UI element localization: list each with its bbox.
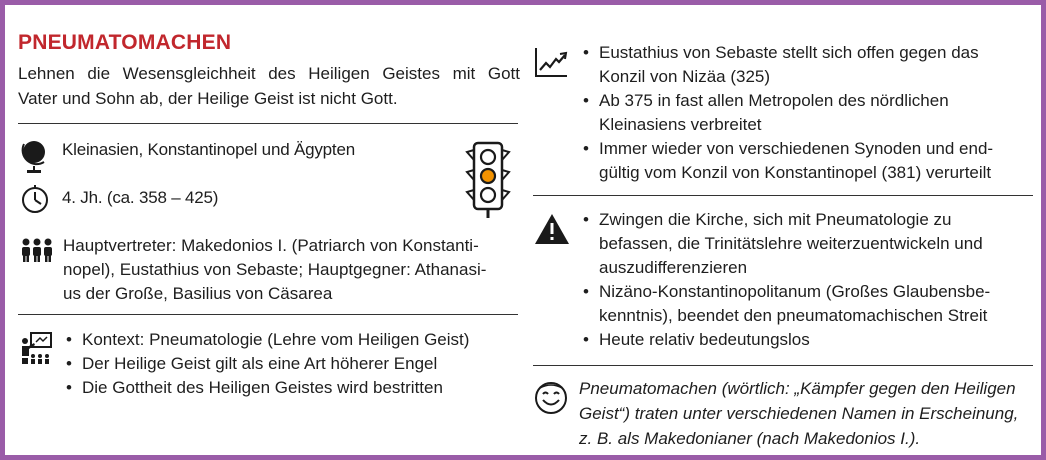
development-list <box>581 41 1021 185</box>
impact-row <box>533 208 1033 352</box>
divider <box>533 195 1033 196</box>
location-row <box>20 138 460 174</box>
representatives-text <box>63 234 518 306</box>
divider <box>18 123 518 124</box>
impact-list <box>581 208 1021 352</box>
list-item: • Kontext: Pneumatologie (Lehre vom Heiligen Geist) <box>64 328 469 352</box>
intro-text <box>18 61 520 111</box>
intro-line: Lehnen die Wesensgleichheit des Heiligen Geistes mit Gott <box>18 64 520 83</box>
list-item: • Zwingen die Kirche, sich mit Pneumatologie zu befassen, die Trinitätslehre weiterzuentwickeln und auszudifferenzieren <box>581 208 1021 280</box>
context-list <box>64 328 469 400</box>
teacher-icon <box>20 331 54 367</box>
location-text: Kleinasien, Konstantinopel und Ägypten <box>62 140 355 159</box>
time-text: 4. Jh. (ca. 358 – 425) <box>62 188 219 207</box>
time-row <box>20 184 460 214</box>
warning-icon <box>533 212 571 246</box>
people-icon <box>20 236 54 264</box>
list-item: • Heute relativ bedeutungslos <box>581 328 1021 352</box>
list-item: • Nizäno-Konstantinopolitanum (Großes Glaubensbe-kenntnis), beendet den pneumatomachischen Streit <box>581 280 1021 328</box>
divider <box>533 365 1033 366</box>
smiley-icon <box>533 380 569 416</box>
context-row <box>20 328 520 400</box>
representatives-line: us der Große, Basilius von Cäsarea <box>63 284 333 303</box>
representatives-line: nopel), Eustathius von Sebaste; Hauptgegner: Athanasi- <box>63 260 487 279</box>
note-text: Pneumatomachen (wörtlich: „Kämpfer gegen den Heiligen Geist“) traten unter verschiedenen Namen in Erscheinung, z. B. als Makedonianer (nach Makedonios I.). <box>579 379 1019 448</box>
list-item: • Eustathius von Sebaste stellt sich offen gegen das Konzil von Nizäa (325) <box>581 41 1021 89</box>
development-row <box>533 41 1033 185</box>
list-item: • Ab 375 in fast allen Metropolen des nördlichen Kleinasiens verbreitet <box>581 89 1021 137</box>
representatives-row <box>20 234 520 306</box>
page-title: PNEUMATOMACHEN <box>18 31 232 54</box>
traffic-light-icon <box>465 140 511 220</box>
list-item: • Immer wieder von verschiedenen Synoden und end-gültig vom Konzil von Konstantinopel (381) verurteilt <box>581 137 1021 185</box>
clock-icon <box>20 184 50 214</box>
list-item: • Die Gottheit des Heiligen Geistes wird bestritten <box>64 376 469 400</box>
representatives-line: Hauptvertreter: Makedonios I. (Patriarch von Konstanti- <box>63 236 479 255</box>
trend-chart-icon <box>533 45 569 79</box>
intro-line: Vater und Sohn ab, der Heilige Geist ist nicht Gott. <box>18 89 398 108</box>
divider <box>18 314 518 315</box>
note-row <box>533 376 1033 451</box>
list-item: • Der Heilige Geist gilt als eine Art höherer Engel <box>64 352 469 376</box>
globe-icon <box>20 138 50 174</box>
left-column <box>18 29 520 111</box>
